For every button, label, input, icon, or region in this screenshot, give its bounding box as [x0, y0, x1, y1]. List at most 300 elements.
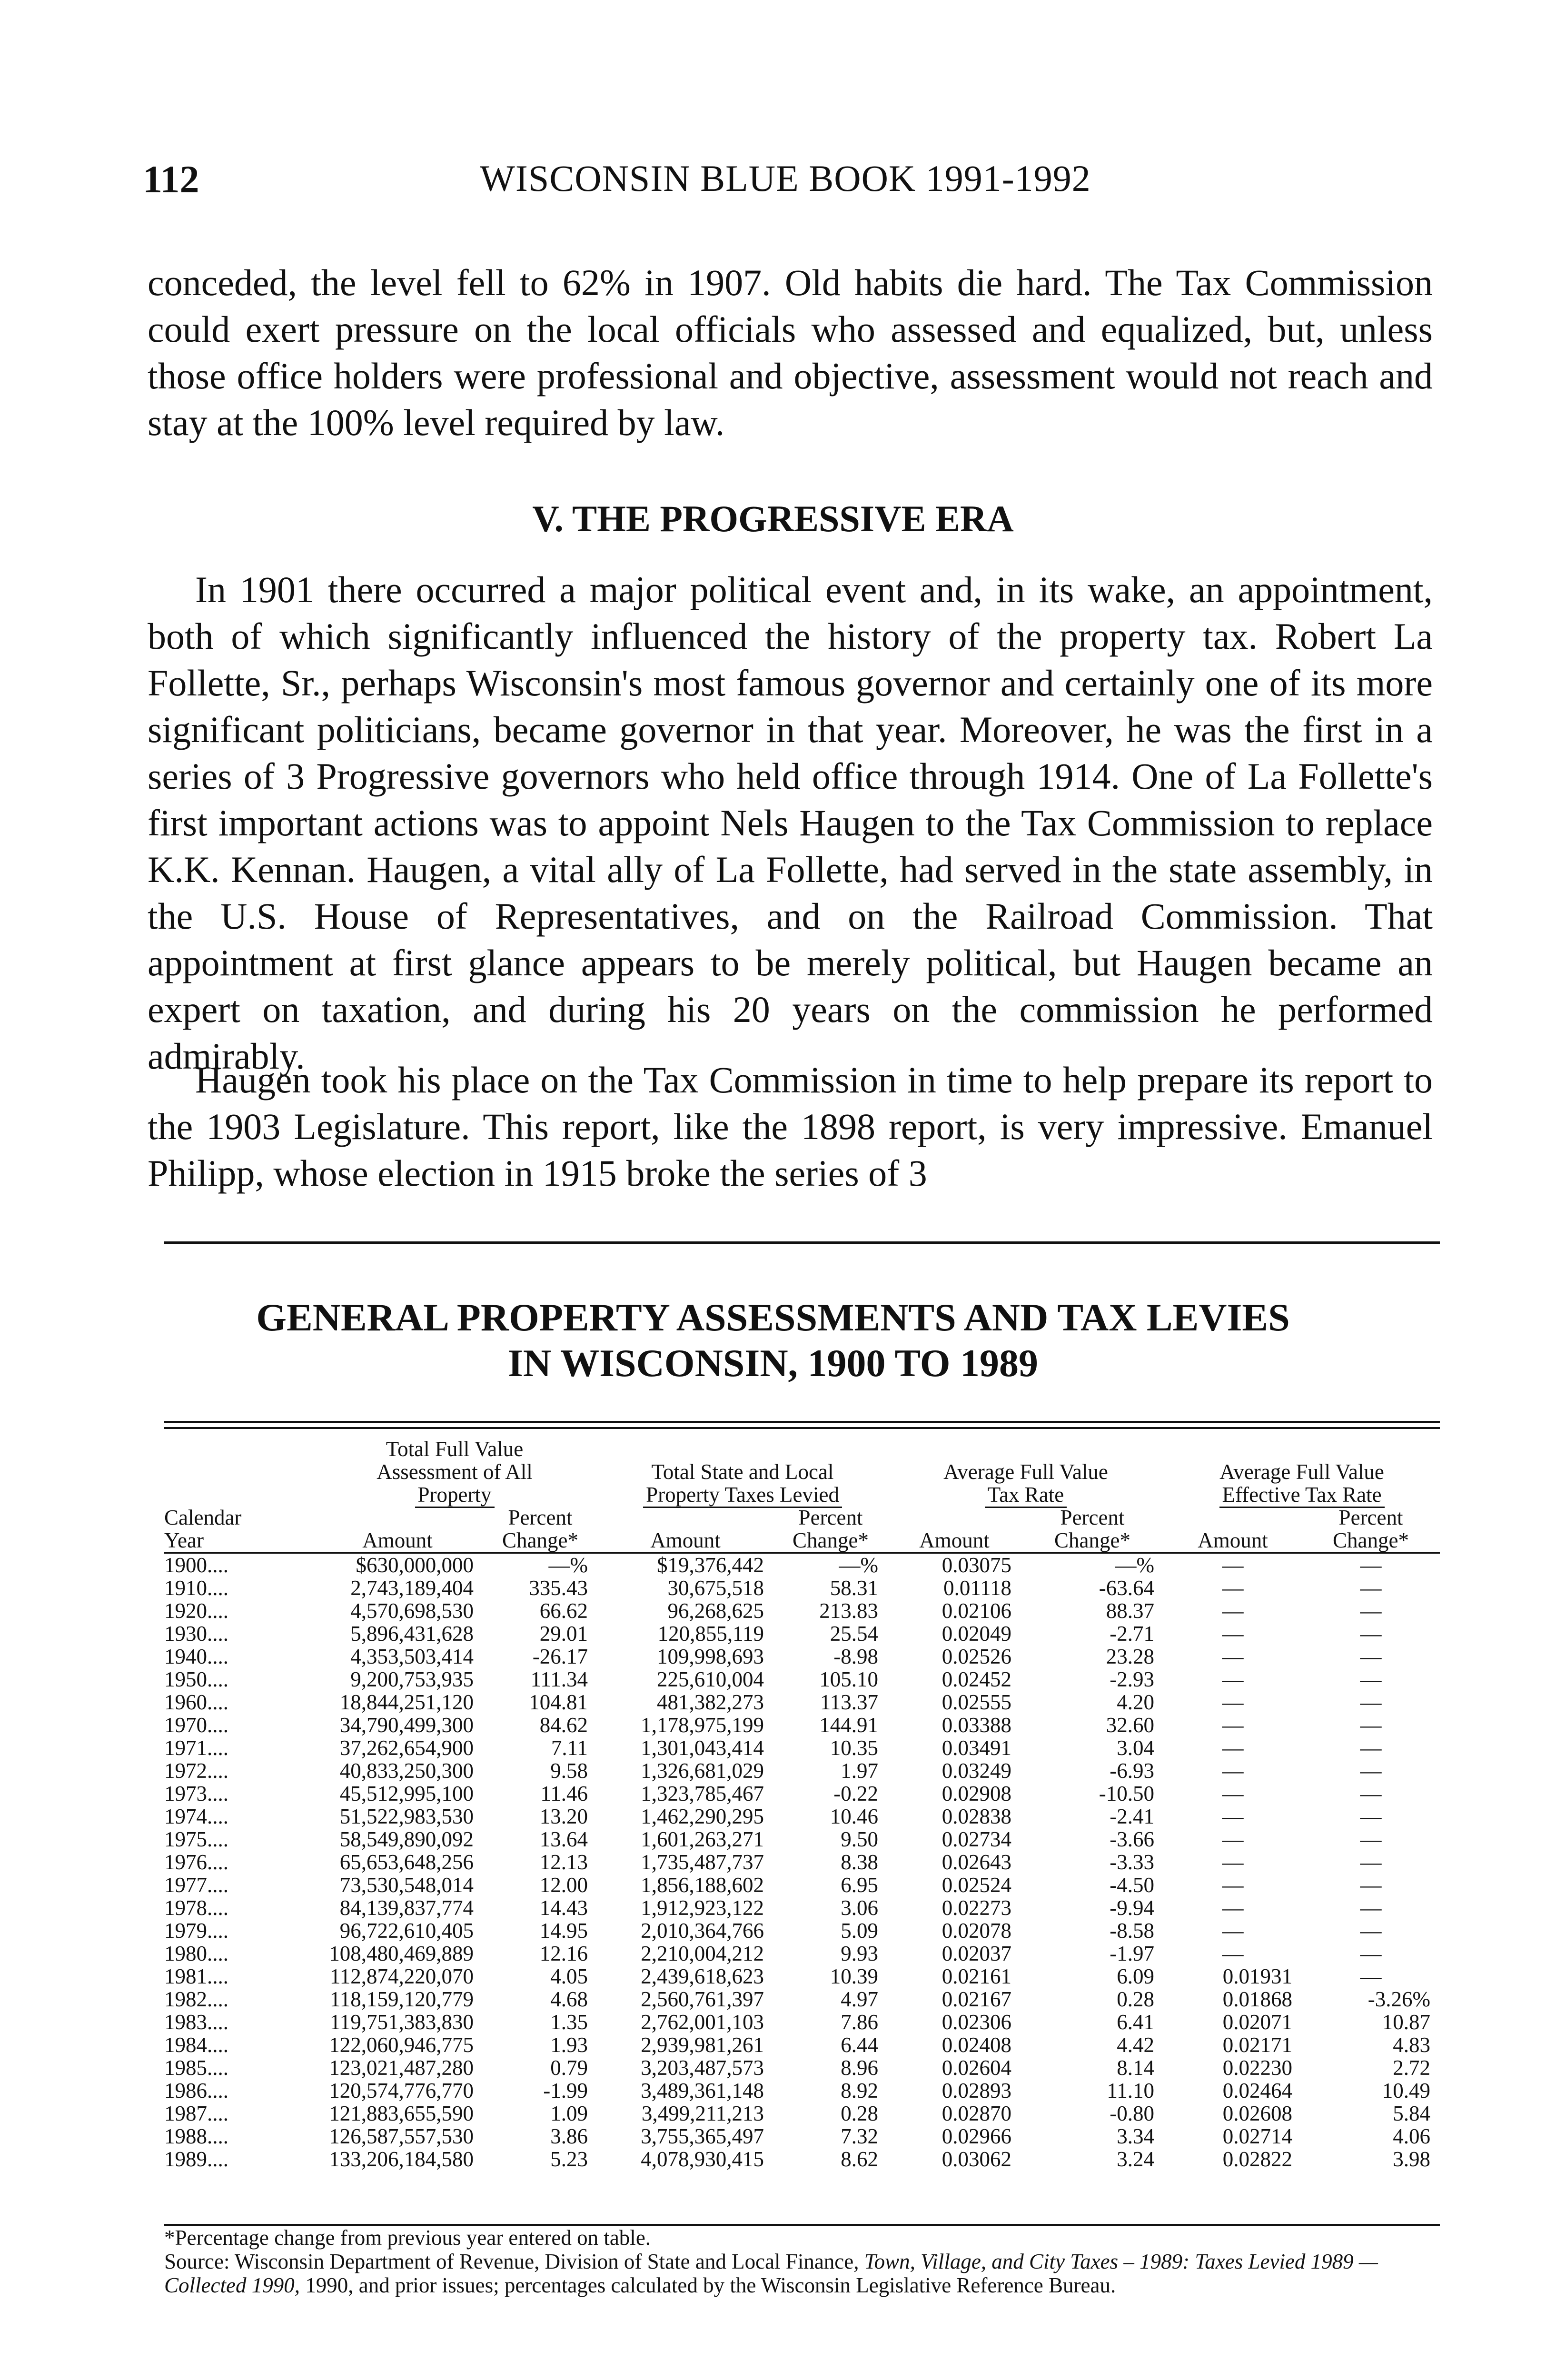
cell-p2: -8.98 [833, 1645, 879, 1668]
cell-a1: 123,021,487,280 [329, 2056, 474, 2080]
source-title: Town, Village, and City Taxes – 1989: Taxes Levied 1989 — Collected 1990, [164, 2250, 1378, 2297]
cell-a3: 0.02273 [941, 1896, 1012, 1920]
cell-p2: 213.83 [819, 1599, 879, 1623]
cell-p1: 84.62 [539, 1713, 588, 1737]
cell-a4: 0.02230 [1222, 2056, 1293, 2080]
cell-a2: 1,323,785,467 [641, 1782, 764, 1805]
cell-p1: —% [548, 1553, 588, 1577]
paragraph-1-text: conceded, the level fell to 62% in 1907. Old habits die hard. The Tax Commission could exert pressure on the local officials who assessed and equalized, but, unless those office holders were professional and objective, assessment would not reach and stay at the 100% level required by law. [148, 262, 1433, 443]
cell-p1: 12.16 [539, 1942, 588, 1965]
cell-p1: 104.81 [529, 1690, 588, 1714]
cell-year: 1979.... [164, 1919, 228, 1943]
cell-p4: — [1360, 1645, 1382, 1668]
cell-p3: -0.80 [1110, 2102, 1155, 2125]
cell-a4: — [1222, 1873, 1244, 1897]
cell-a1: 108,480,469,889 [329, 1942, 474, 1965]
cell-a1: 118,159,120,779 [329, 1987, 474, 2011]
table-title-line-2: IN WISCONSIN, 1900 TO 1989 [507, 1341, 1039, 1385]
cell-p1: 5.23 [550, 2147, 588, 2171]
cell-a4: 0.01931 [1222, 1964, 1293, 1988]
cell-a3: 0.02555 [941, 1690, 1012, 1714]
cell-a4: 0.02071 [1222, 2010, 1293, 2034]
cell-a2: 1,301,043,414 [641, 1736, 764, 1760]
cell-a1: 45,512,995,100 [339, 1782, 474, 1805]
cell-a2: $19,376,442 [657, 1553, 764, 1577]
cell-a3: 0.02524 [941, 1873, 1012, 1897]
table-row [164, 2102, 1440, 2125]
table-row [164, 1919, 1440, 1942]
cell-p1: 14.43 [539, 1896, 588, 1920]
cell-p3: 88.37 [1106, 1599, 1155, 1623]
cell-a2: 3,755,365,497 [641, 2124, 764, 2148]
table-row [164, 1691, 1440, 1714]
cell-p4: — [1360, 1919, 1382, 1943]
section-heading: V. THE PROGRESSIVE ERA [532, 498, 1014, 539]
cell-year: 1989.... [164, 2147, 228, 2171]
cell-a1: 4,570,698,530 [350, 1599, 474, 1623]
column-header-amount: Amount [597, 1506, 773, 1553]
cell-p4: — [1360, 1827, 1382, 1851]
cell-p4: — [1360, 1622, 1382, 1646]
cell-p2: 7.86 [841, 2010, 879, 2034]
cell-year: 1980.... [164, 1942, 228, 1965]
cell-a3: 0.02306 [941, 2010, 1012, 2034]
cell-a3: 0.02408 [941, 2033, 1012, 2057]
cell-p4: — [1360, 1713, 1382, 1737]
table-row [164, 2011, 1440, 2033]
cell-p3: 6.41 [1117, 2010, 1155, 2034]
cell-p1: 7.11 [551, 1736, 588, 1760]
cell-p4: — [1360, 1759, 1382, 1783]
column-header-row [164, 1506, 1440, 1553]
running-header [143, 157, 1428, 219]
cell-a1: 73,530,548,014 [339, 1873, 474, 1897]
page-number: 112 [143, 158, 199, 201]
cell-p2: 6.44 [841, 2033, 879, 2057]
cell-p4: — [1360, 1942, 1382, 1965]
cell-p1: 1.09 [550, 2102, 588, 2125]
cell-p1: 335.43 [529, 1576, 588, 1600]
cell-p3: 23.28 [1106, 1645, 1155, 1668]
cell-a2: 1,601,263,271 [641, 1827, 764, 1851]
column-header-percent: Percent Change* [1021, 1506, 1164, 1553]
cell-a2: 2,939,981,261 [641, 2033, 764, 2057]
paragraph-2-text: In 1901 there occurred a major political event and, in its wake, an appointment, both of which significantly influenced the history of the property tax. Robert La Follette, Sr., perhaps Wisconsin's most famous governor and certainly one of its more significant politicians, became governor in that year. Moreover, he was the first in a series of 3 Progressive governors who held office through 1914. One of La Follette's first important actions was to appoint Nels Haugen to the Tax Commission to replace K.K. Kennan. Haugen, a vital ally of La Follette, had served in the state assembly, in the U.S. House of Representatives, and on the Railroad Commission. That appointment at first glance appears to be merely political, but Haugen became an expert on taxation, and during his 20 years on the commission he performed admirably. [148, 569, 1433, 1077]
cell-a1: 34,790,499,300 [339, 1713, 474, 1737]
cell-a4: 0.02171 [1222, 2033, 1293, 2057]
cell-p3: 3.34 [1117, 2124, 1155, 2148]
cell-a3: 0.02870 [941, 2102, 1012, 2125]
cell-p1: 12.13 [539, 1850, 588, 1874]
group-header-row [164, 1438, 1440, 1506]
cell-a1: 5,896,431,628 [350, 1622, 474, 1646]
cell-a4: — [1222, 1553, 1244, 1577]
group-header-assessment: Total Full Value Assessment of All Property [312, 1438, 597, 1506]
cell-year: 1970.... [164, 1713, 228, 1737]
cell-year: 1940.... [164, 1645, 228, 1668]
cell-p1: 111.34 [530, 1667, 588, 1691]
cell-a1: 4,353,503,414 [350, 1645, 474, 1668]
cell-a2: 1,178,975,199 [641, 1713, 764, 1737]
cell-p4: 4.83 [1393, 2033, 1431, 2057]
cell-p2: 8.92 [841, 2079, 879, 2102]
cell-p3: -1.97 [1110, 1942, 1155, 1965]
cell-year: 1982.... [164, 1987, 228, 2011]
column-header-percent: Percent Change* [1302, 1506, 1440, 1553]
cell-year: 1983.... [164, 2010, 228, 2034]
cell-a3: 0.02893 [941, 2079, 1012, 2102]
table-top-rule [164, 1421, 1440, 1423]
cell-a1: 65,653,648,256 [339, 1850, 474, 1874]
footnote-source [164, 2250, 1440, 2297]
cell-a1: 126,587,557,530 [329, 2124, 474, 2148]
cell-a1: 37,262,654,900 [339, 1736, 474, 1760]
cell-p4: — [1360, 1805, 1382, 1828]
cell-a4: — [1222, 1919, 1244, 1943]
cell-a4: — [1222, 1576, 1244, 1600]
cell-a1: 133,206,184,580 [329, 2147, 474, 2171]
cell-p4: 3.98 [1393, 2147, 1431, 2171]
cell-p4: — [1360, 1896, 1382, 1920]
cell-p2: 25.54 [830, 1622, 879, 1646]
cell-a1: 51,522,983,530 [339, 1805, 474, 1828]
cell-p1: 13.20 [539, 1805, 588, 1828]
cell-year: 1974.... [164, 1805, 228, 1828]
cell-year: 1977.... [164, 1873, 228, 1897]
table-row [164, 1622, 1440, 1645]
cell-a3: 0.02734 [941, 1827, 1012, 1851]
cell-a2: 481,382,273 [657, 1690, 764, 1714]
cell-p3: 8.14 [1117, 2056, 1155, 2080]
cell-a3: 0.01118 [943, 1576, 1012, 1600]
cell-p1: 14.95 [539, 1919, 588, 1943]
cell-a2: 30,675,518 [667, 1576, 764, 1600]
cell-a2: 120,855,119 [657, 1622, 764, 1646]
group-header-tax-rate: Average Full Value Tax Rate [888, 1438, 1164, 1506]
cell-year: 1960.... [164, 1690, 228, 1714]
cell-p2: 10.35 [830, 1736, 879, 1760]
cell-a2: 4,078,930,415 [641, 2147, 764, 2171]
cell-p4: 10.49 [1382, 2079, 1431, 2102]
property-tax-table [164, 1438, 1440, 2171]
table-row [164, 1965, 1440, 1988]
cell-p1: 12.00 [539, 1873, 588, 1897]
cell-p2: 8.38 [841, 1850, 879, 1874]
cell-p3: -2.71 [1110, 1622, 1155, 1646]
cell-a4: — [1222, 1759, 1244, 1783]
cell-p4: — [1360, 1964, 1382, 1988]
cell-a2: 3,499,211,213 [641, 2102, 764, 2125]
cell-p3: —% [1115, 1553, 1155, 1577]
cell-p3: -2.93 [1110, 1667, 1155, 1691]
cell-p1: 0.79 [550, 2056, 588, 2080]
cell-a1: 40,833,250,300 [339, 1759, 474, 1783]
cell-a4: 0.01868 [1222, 1987, 1293, 2011]
cell-year: 1900.... [164, 1553, 228, 1577]
cell-a2: 109,998,693 [657, 1645, 764, 1668]
cell-p4: 4.06 [1393, 2124, 1431, 2148]
cell-a3: 0.02161 [941, 1964, 1012, 1988]
table-row [164, 1896, 1440, 1919]
cell-a2: 3,203,487,573 [641, 2056, 764, 2080]
cell-p2: 3.06 [841, 1896, 879, 1920]
cell-p4: — [1360, 1690, 1382, 1714]
cell-year: 1971.... [164, 1736, 228, 1760]
table-title-line-1: GENERAL PROPERTY ASSESSMENTS AND TAX LEVIES [256, 1296, 1290, 1339]
cell-a4: — [1222, 1690, 1244, 1714]
table-title [0, 1295, 1546, 1386]
cell-p3: 6.09 [1117, 1964, 1155, 1988]
cell-a3: 0.02452 [941, 1667, 1012, 1691]
cell-a2: 96,268,625 [667, 1599, 764, 1623]
cell-p2: 4.97 [841, 1987, 879, 2011]
paragraph-continuation [148, 259, 1433, 446]
table-row [164, 2148, 1440, 2171]
cell-p1: 3.86 [550, 2124, 588, 2148]
cell-a1: 119,751,383,830 [329, 2010, 474, 2034]
cell-a3: 0.02966 [941, 2124, 1012, 2148]
running-title: WISCONSIN BLUE BOOK 1991-1992 [480, 158, 1091, 199]
cell-a2: 3,489,361,148 [641, 2079, 764, 2102]
table-row [164, 1645, 1440, 1668]
cell-p1: 4.68 [550, 1987, 588, 2011]
cell-a4: 0.02464 [1222, 2079, 1293, 2102]
cell-p2: 58.31 [830, 1576, 879, 1600]
cell-year: 1950.... [164, 1667, 228, 1691]
cell-p4: — [1360, 1873, 1382, 1897]
cell-p3: 32.60 [1106, 1713, 1155, 1737]
table-row [164, 1988, 1440, 2011]
table-row [164, 1828, 1440, 1851]
cell-p4: — [1360, 1599, 1382, 1623]
cell-p2: 10.46 [830, 1805, 879, 1828]
cell-a4: — [1222, 1942, 1244, 1965]
cell-a1: 58,549,890,092 [339, 1827, 474, 1851]
cell-year: 1984.... [164, 2033, 228, 2057]
cell-p1: 13.64 [539, 1827, 588, 1851]
cell-year: 1978.... [164, 1896, 228, 1920]
table-row [164, 1942, 1440, 1965]
cell-a2: 1,912,923,122 [641, 1896, 764, 1920]
cell-year: 1987.... [164, 2102, 228, 2125]
cell-p2: —% [839, 1553, 879, 1577]
cell-a2: 2,010,364,766 [641, 1919, 764, 1943]
cell-a4: 0.02714 [1222, 2124, 1293, 2148]
cell-a3: 0.02604 [941, 2056, 1012, 2080]
cell-p3: -9.94 [1110, 1896, 1155, 1920]
cell-a2: 225,610,004 [657, 1667, 764, 1691]
cell-a4: — [1222, 1622, 1244, 1646]
cell-p2: -0.22 [833, 1782, 879, 1805]
table-row [164, 2125, 1440, 2148]
source-prefix: Source: Wisconsin Department of Revenue, Division of State and Local Finance, [164, 2250, 864, 2273]
cell-a2: 1,856,188,602 [641, 1873, 764, 1897]
cell-a2: 2,439,618,623 [641, 1964, 764, 1988]
cell-a4: — [1222, 1805, 1244, 1828]
cell-p2: 105.10 [819, 1667, 879, 1691]
cell-a2: 2,560,761,397 [641, 1987, 764, 2011]
table-top-rule-2 [164, 1427, 1440, 1429]
cell-p4: 5.84 [1393, 2102, 1431, 2125]
cell-a2: 2,210,004,212 [641, 1942, 764, 1965]
column-header-amount: Amount [1164, 1506, 1302, 1553]
table-row [164, 2079, 1440, 2102]
cell-p3: 0.28 [1117, 1987, 1155, 2011]
table-row [164, 1668, 1440, 1691]
cell-p2: 8.62 [841, 2147, 879, 2171]
cell-a3: 0.02908 [941, 1782, 1012, 1805]
cell-p2: 0.28 [841, 2102, 879, 2125]
cell-a2: 1,462,290,295 [641, 1805, 764, 1828]
cell-a3: 0.02838 [941, 1805, 1012, 1828]
cell-p3: -3.66 [1110, 1827, 1155, 1851]
cell-p3: -2.41 [1110, 1805, 1155, 1828]
cell-p3: 4.20 [1117, 1690, 1155, 1714]
table-row [164, 2056, 1440, 2079]
cell-p2: 9.93 [841, 1942, 879, 1965]
cell-a1: 96,722,610,405 [339, 1919, 474, 1943]
section-divider [164, 1241, 1440, 1244]
column-header-amount: Amount [312, 1506, 483, 1553]
cell-a1: $630,000,000 [356, 1553, 474, 1577]
cell-a3: 0.02643 [941, 1850, 1012, 1874]
cell-a4: — [1222, 1599, 1244, 1623]
cell-a3: 0.02049 [941, 1622, 1012, 1646]
table-row [164, 1714, 1440, 1736]
cell-p1: 4.05 [550, 1964, 588, 1988]
table-row [164, 1759, 1440, 1782]
cell-a1: 9,200,753,935 [350, 1667, 474, 1691]
table-body [164, 1553, 1440, 2171]
cell-p2: 144.91 [819, 1713, 879, 1737]
cell-a2: 1,735,487,737 [641, 1850, 764, 1874]
cell-year: 1986.... [164, 2079, 228, 2102]
cell-a4: — [1222, 1850, 1244, 1874]
column-header-percent: Percent Change* [483, 1506, 597, 1553]
cell-year: 1910.... [164, 1576, 228, 1600]
group-header-taxes: Total State and Local Property Taxes Levied [597, 1438, 888, 1506]
cell-p4: — [1360, 1553, 1382, 1577]
cell-p3: 3.24 [1117, 2147, 1155, 2171]
cell-p3: 3.04 [1117, 1736, 1155, 1760]
cell-year: 1985.... [164, 2056, 228, 2080]
cell-year: 1920.... [164, 1599, 228, 1623]
cell-p1: -1.99 [543, 2079, 588, 2102]
cell-p1: 9.58 [550, 1759, 588, 1783]
table-row [164, 1577, 1440, 1599]
cell-p4: — [1360, 1782, 1382, 1805]
cell-p1: 66.62 [539, 1599, 588, 1623]
cell-a3: 0.02106 [941, 1599, 1012, 1623]
cell-a3: 0.02078 [941, 1919, 1012, 1943]
paragraph-haugen [148, 1057, 1433, 1197]
table-row [164, 1805, 1440, 1828]
cell-year: 1988.... [164, 2124, 228, 2148]
cell-p4: -3.26% [1368, 1987, 1431, 2011]
cell-p3: -8.58 [1110, 1919, 1155, 1943]
cell-year: 1973.... [164, 1782, 228, 1805]
table-row [164, 1736, 1440, 1759]
group-header-effective-rate: Average Full Value Effective Tax Rate [1164, 1438, 1440, 1506]
cell-p4: — [1360, 1667, 1382, 1691]
cell-p4: — [1360, 1850, 1382, 1874]
cell-a4: — [1222, 1645, 1244, 1668]
cell-p4: 2.72 [1393, 2056, 1431, 2080]
cell-year: 1976.... [164, 1850, 228, 1874]
cell-a1: 121,883,655,590 [329, 2102, 474, 2125]
cell-p2: 9.50 [841, 1827, 879, 1851]
cell-a3: 0.02526 [941, 1645, 1012, 1668]
cell-a4: 0.02608 [1222, 2102, 1293, 2125]
table-row [164, 2033, 1440, 2056]
cell-a3: 0.02167 [941, 1987, 1012, 2011]
cell-a4: — [1222, 1667, 1244, 1691]
table-row [164, 1553, 1440, 1577]
cell-p1: 1.93 [550, 2033, 588, 2057]
table-row [164, 1874, 1440, 1896]
cell-p3: -4.50 [1110, 1873, 1155, 1897]
cell-a3: 0.03249 [941, 1759, 1012, 1783]
cell-p2: 10.39 [830, 1964, 879, 1988]
cell-year: 1930.... [164, 1622, 228, 1646]
cell-p3: -3.33 [1110, 1850, 1155, 1874]
cell-a3: 0.03491 [941, 1736, 1012, 1760]
cell-a3: 0.02037 [941, 1942, 1012, 1965]
cell-p4: — [1360, 1736, 1382, 1760]
cell-a1: 84,139,837,774 [339, 1896, 474, 1920]
cell-a4: — [1222, 1896, 1244, 1920]
footnote-percentage: *Percentage change from previous year entered on table. [164, 2226, 651, 2250]
cell-year: 1981.... [164, 1964, 228, 1988]
cell-p4: 10.87 [1382, 2010, 1431, 2034]
cell-a4: — [1222, 1782, 1244, 1805]
cell-p2: 1.97 [841, 1759, 879, 1783]
cell-p1: 11.46 [540, 1782, 588, 1805]
cell-p2: 7.32 [841, 2124, 879, 2148]
cell-a1: 120,574,776,770 [329, 2079, 474, 2102]
cell-p3: -63.64 [1099, 1576, 1155, 1600]
cell-p3: -6.93 [1110, 1759, 1155, 1783]
table-row [164, 1599, 1440, 1622]
paragraph-progressive-era [148, 566, 1433, 1080]
cell-p2: 113.37 [820, 1690, 879, 1714]
column-header-amount: Amount [888, 1506, 1021, 1553]
cell-a4: — [1222, 1827, 1244, 1851]
cell-p3: -10.50 [1099, 1782, 1155, 1805]
cell-p2: 8.96 [841, 2056, 879, 2080]
table-footnotes [164, 2224, 1440, 2297]
cell-p2: 5.09 [841, 1919, 879, 1943]
cell-a1: 112,874,220,070 [329, 1964, 474, 1988]
cell-p1: -26.17 [532, 1645, 588, 1668]
cell-a2: 2,762,001,103 [641, 2010, 764, 2034]
source-suffix: 1990, and prior issues; percentages calculated by the Wisconsin Legislative Reference Bureau. [299, 2273, 1116, 2297]
cell-a3: 0.03388 [941, 1713, 1012, 1737]
cell-p4: — [1360, 1576, 1382, 1600]
cell-a1: 2,743,189,404 [350, 1576, 474, 1600]
column-header-year: Calendar Year [164, 1506, 312, 1553]
cell-p3: 4.42 [1117, 2033, 1155, 2057]
cell-p1: 29.01 [539, 1622, 588, 1646]
table-row [164, 1851, 1440, 1874]
table-row [164, 1782, 1440, 1805]
cell-p1: 1.35 [550, 2010, 588, 2034]
column-header-percent: Percent Change* [773, 1506, 888, 1553]
cell-a2: 1,326,681,029 [641, 1759, 764, 1783]
cell-p3: 11.10 [1107, 2079, 1155, 2102]
cell-a4: — [1222, 1736, 1244, 1760]
cell-p2: 6.95 [841, 1873, 879, 1897]
